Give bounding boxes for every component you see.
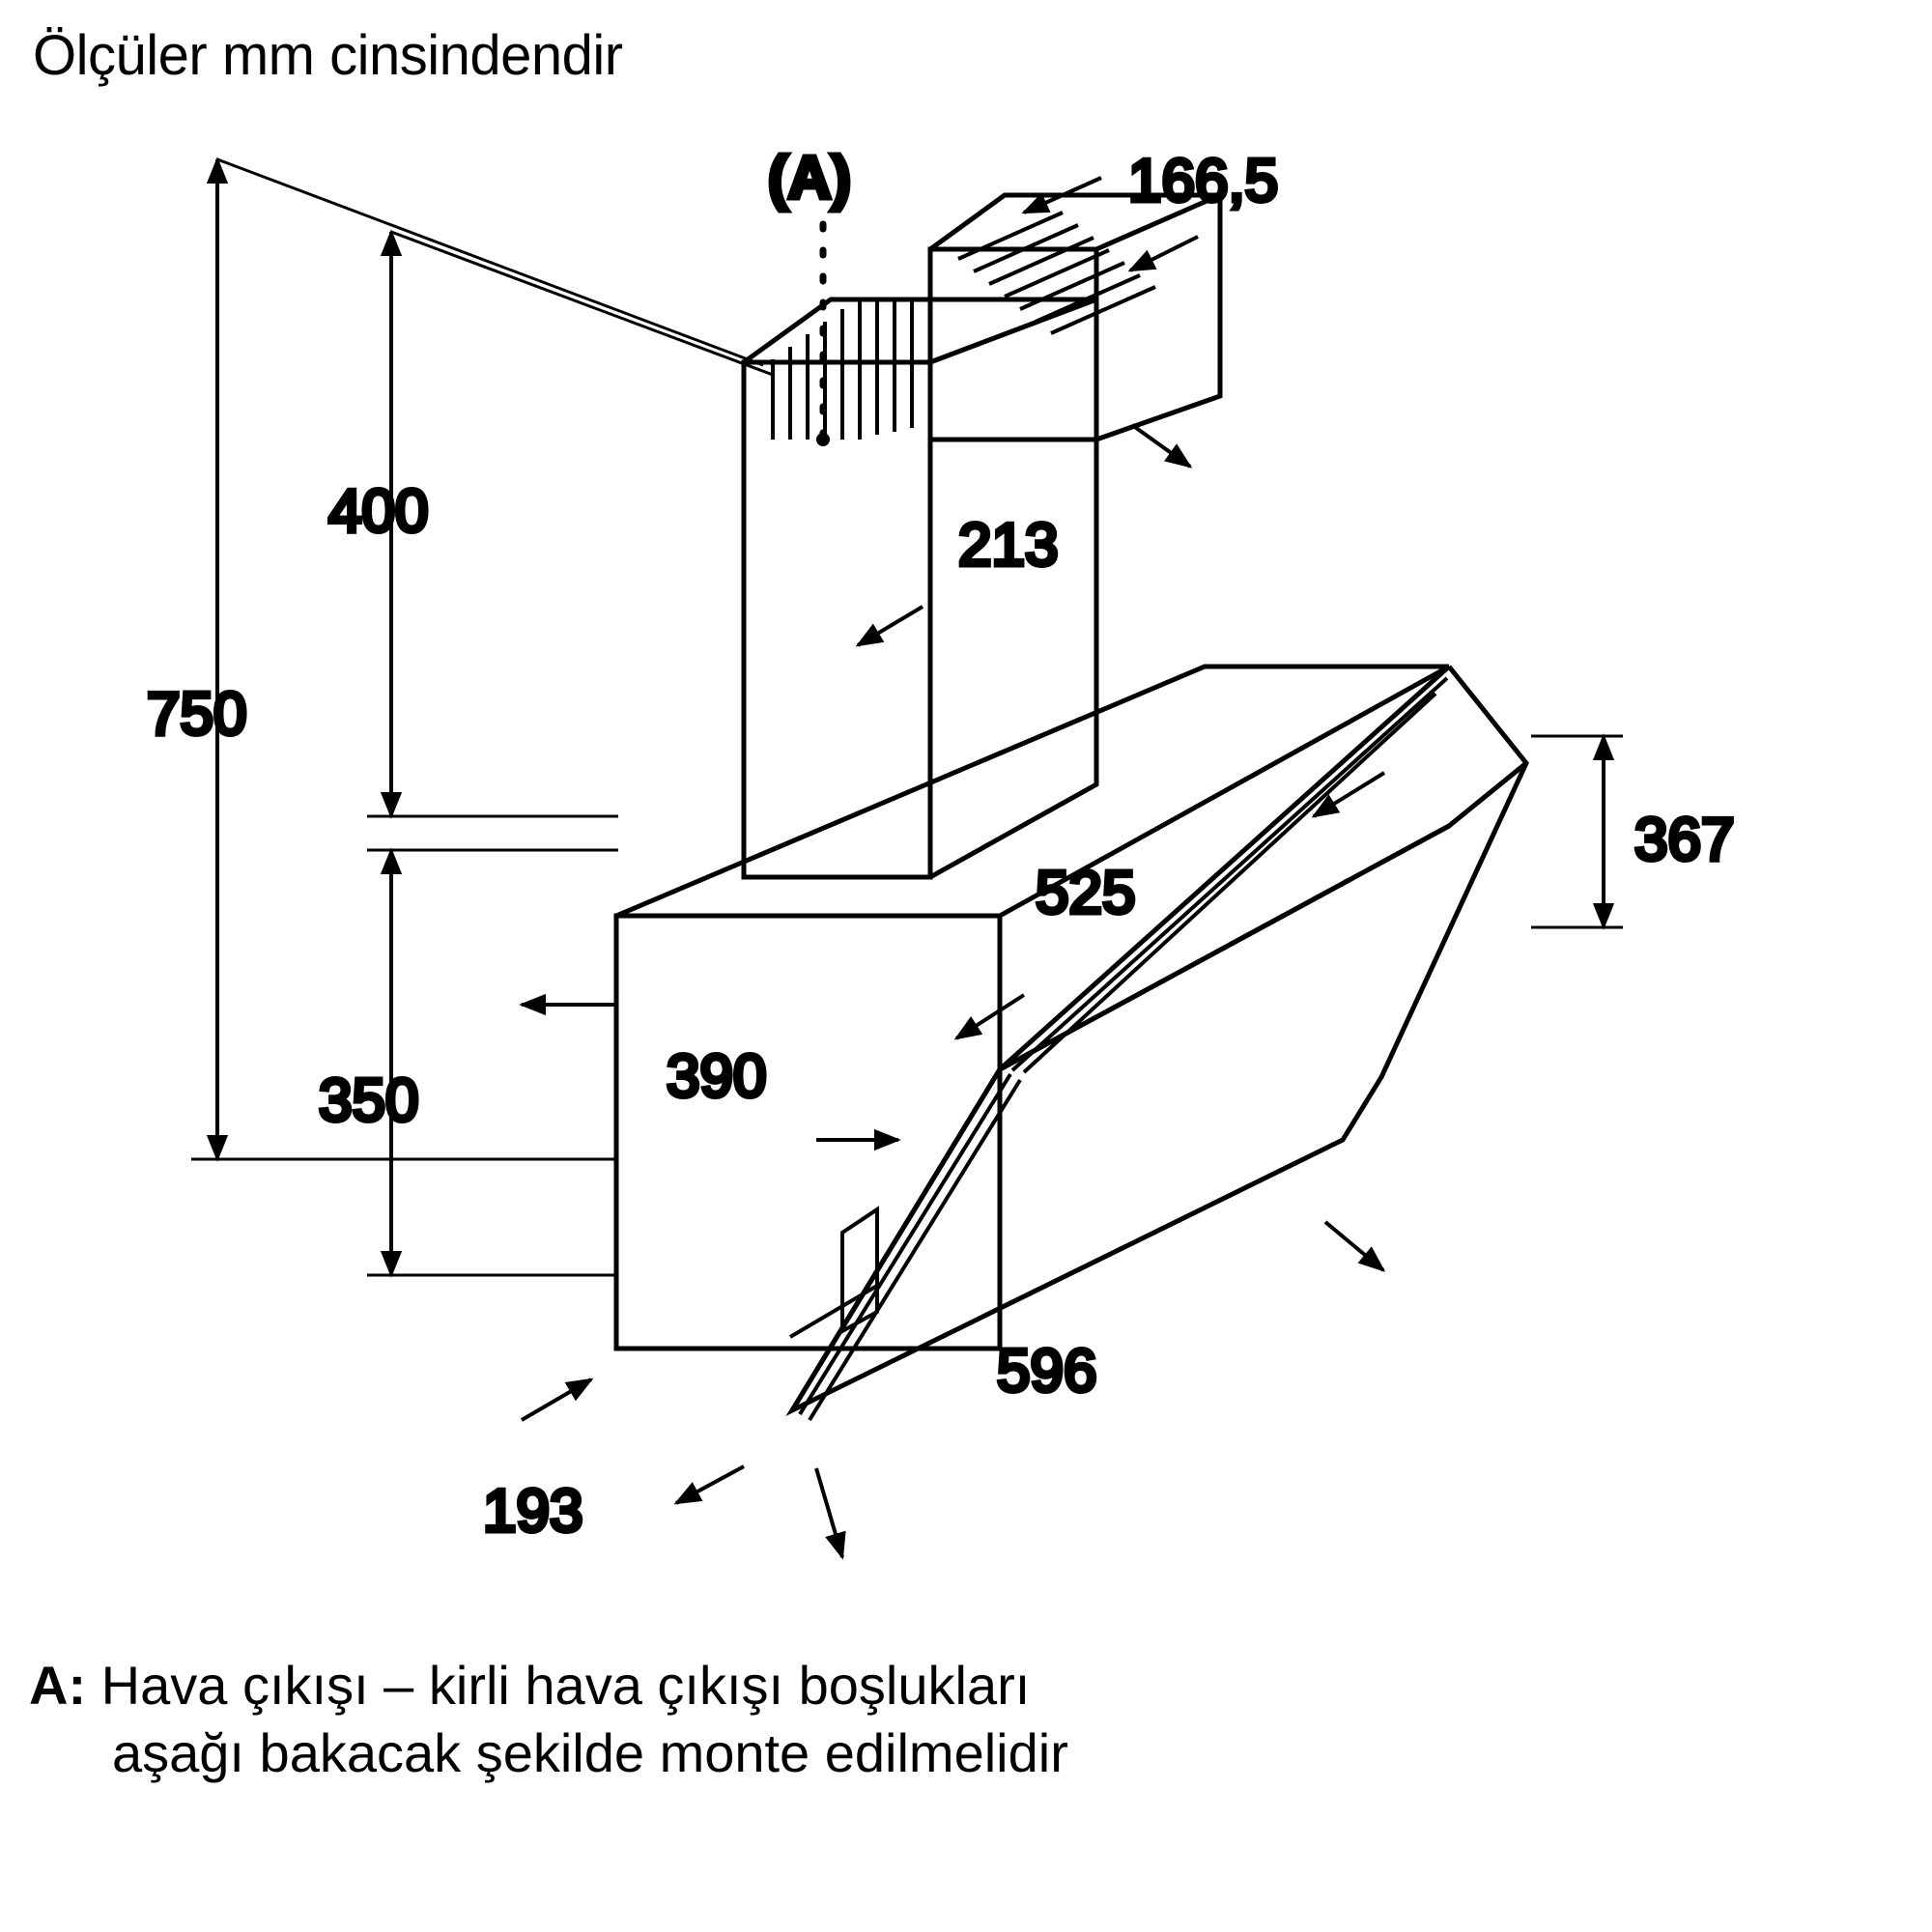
footnote [29, 1652, 1864, 1787]
dimension-label-525: 525 [1036, 860, 1136, 926]
glass-front-panel [790, 667, 1526, 1420]
dimension-label-390: 390 [667, 1043, 767, 1110]
callout-a-label: (A) [768, 145, 852, 212]
dimension-label-596: 596 [997, 1338, 1097, 1405]
dimension-label-350: 350 [319, 1067, 419, 1134]
hood-body [616, 667, 1449, 1349]
dimension-label-193: 193 [483, 1478, 583, 1545]
footnote-line2: aşağı bakacak şekilde monte edilmelidir [112, 1722, 1068, 1783]
footnote-line1: Hava çıkışı – kirli hava çıkışı boşlukları [100, 1655, 1031, 1716]
dimension-label-166-5: 166,5 [1128, 148, 1279, 214]
dimension-label-213: 213 [958, 512, 1059, 579]
units-note: Ölçüler mm cinsindendir [33, 24, 623, 87]
dimension-750 [191, 159, 763, 1159]
dimension-label-400: 400 [328, 478, 429, 545]
dimension-367 [1531, 736, 1623, 927]
duct-outlet [930, 195, 1220, 440]
footnote-label: A: [29, 1655, 87, 1716]
callout-a-leader [816, 224, 830, 446]
dimension-label-367: 367 [1634, 807, 1735, 873]
chimney [744, 299, 1096, 877]
dimension-350 [367, 850, 618, 1275]
dimension-label-750: 750 [147, 681, 247, 748]
